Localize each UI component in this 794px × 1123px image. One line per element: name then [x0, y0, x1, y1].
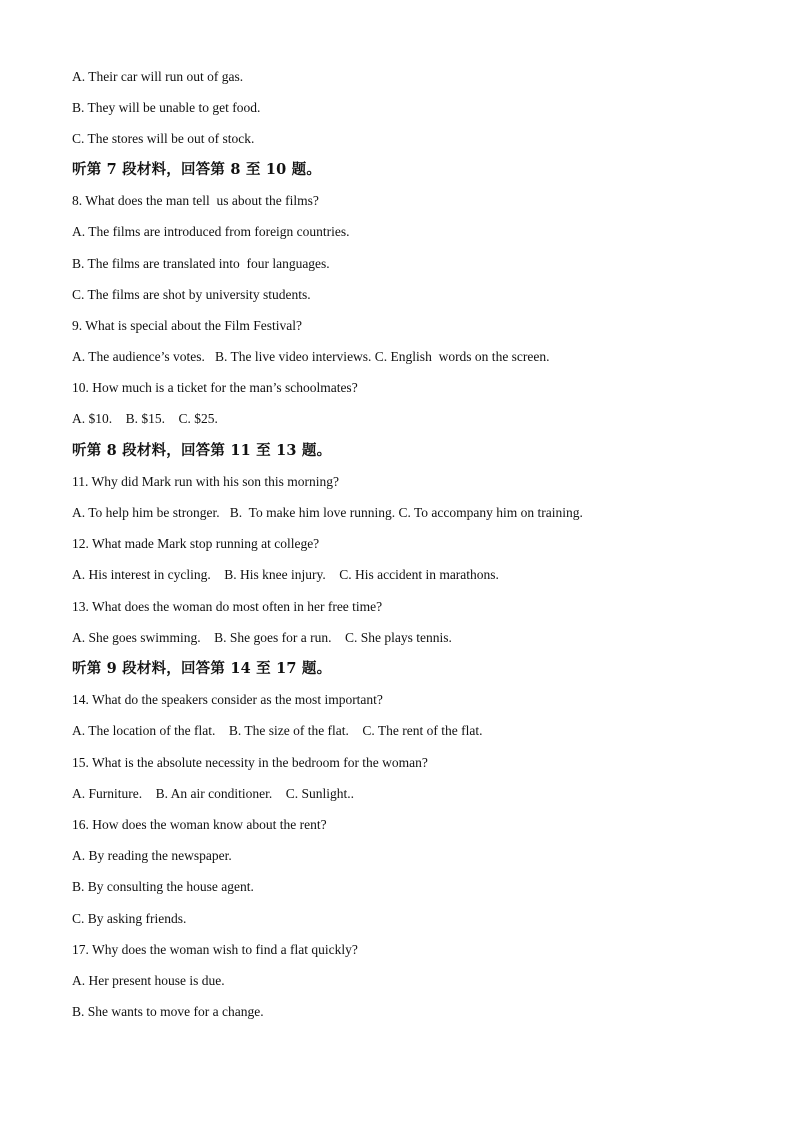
option-line: A. By reading the newspaper. — [72, 848, 232, 863]
question-line: 17. Why does the woman wish to find a flat quickly? — [72, 942, 358, 957]
option-line: B. She wants to move for a change. — [72, 1004, 264, 1019]
section-heading: 听第 8 段材料，回答第 11 至 13 题。 — [72, 442, 332, 459]
option-line: B. By consulting the house agent. — [72, 879, 254, 894]
option-line: A. The films are introduced from foreign countries. — [72, 224, 350, 239]
option-line: A. Their car will run out of gas. — [72, 69, 244, 84]
option-line: C. By asking friends. — [72, 911, 187, 926]
question-line: 14. What do the speakers consider as the most important? — [72, 692, 383, 707]
question-line: 8. What does the man tell us about the films? — [72, 193, 319, 208]
question-line: 15. What is the absolute necessity in the bedroom for the woman? — [72, 755, 428, 770]
option-line: A. The audience’s votes. B. The live video interviews. C. English words on the screen. — [72, 349, 550, 364]
question-line: 16. How does the woman know about the rent? — [72, 817, 327, 832]
question-line: 10. How much is a ticket for the man’s schoolmates? — [72, 380, 358, 395]
section-heading: 听第 9 段材料，回答第 14 至 17 题。 — [72, 660, 332, 677]
question-line: 13. What does the woman do most often in her free time? — [72, 599, 383, 614]
option-line: C. The films are shot by university students. — [72, 287, 311, 302]
option-line: A. Her present house is due. — [72, 973, 225, 988]
option-line: C. The stores will be out of stock. — [72, 131, 255, 146]
option-line: A. $10. B. $15. C. $25. — [72, 411, 218, 426]
option-line: A. She goes swimming. B. She goes for a run. C. She plays tennis. — [72, 630, 452, 645]
option-line: A. His interest in cycling. B. His knee injury. C. His accident in marathons. — [72, 567, 499, 582]
option-line: A. The location of the flat. B. The size of the flat. C. The rent of the flat. — [72, 723, 483, 738]
option-line: A. To help him be stronger. B. To make him love running. C. To accompany him on training. — [72, 505, 583, 520]
option-line: A. Furniture. B. An air conditioner. C. Sunlight.. — [72, 786, 354, 801]
option-line: B. They will be unable to get food. — [72, 100, 261, 115]
question-line: 9. What is special about the Film Festival? — [72, 318, 302, 333]
section-heading: 听第 7 段材料，回答第 8 至 10 题。 — [72, 161, 322, 178]
question-line: 11. Why did Mark run with his son this morning? — [72, 474, 339, 489]
question-line: 12. What made Mark stop running at college? — [72, 536, 320, 551]
option-line: B. The films are translated into four languages. — [72, 256, 330, 271]
